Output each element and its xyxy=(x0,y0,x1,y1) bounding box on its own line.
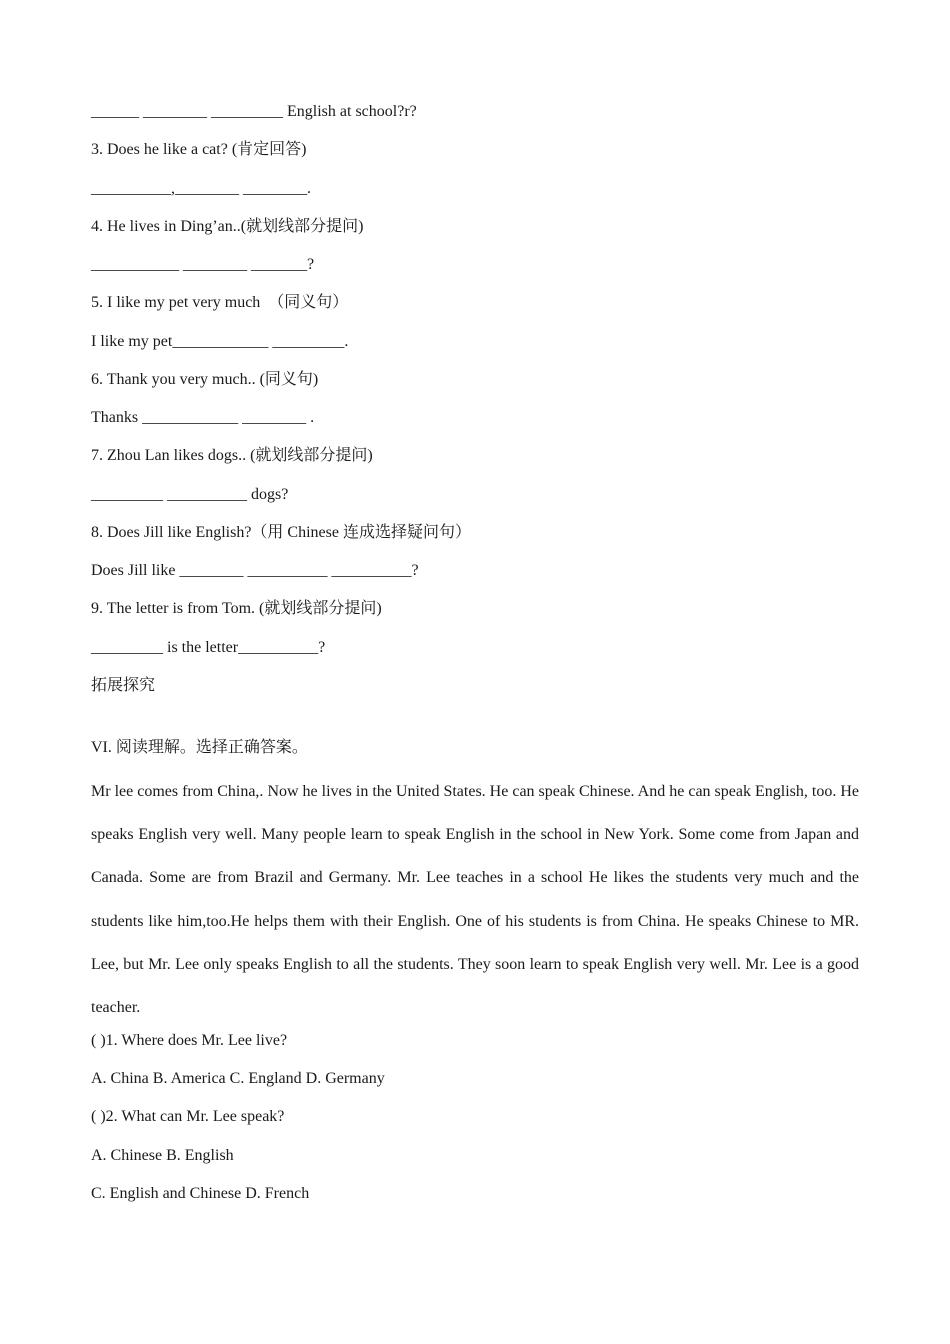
question-6: 6. Thank you very much.. (同义句) xyxy=(91,371,319,388)
reading-section-title: VI. 阅读理解。选择正确答案。 xyxy=(91,739,308,756)
question-8: 8. Does Jill like English?（用 Chinese 连成选择疑问句） xyxy=(91,524,471,541)
answer-line-5: I like my pet____________ _________. xyxy=(91,333,349,350)
question-4: 4. He lives in Ding’an..(就划线部分提问) xyxy=(91,218,364,235)
question-7: 7. Zhou Lan likes dogs.. (就划线部分提问) xyxy=(91,447,373,464)
reading-passage: Mr lee comes from China,. Now he lives in the United States. He can speak Chinese. And he can speak English, too. He speaks English very well. Many people learn to speak English in the school in New York. Some come from Japan and Canada. Some are from Brazil and Germany. Mr. Lee teaches in a school He likes the students very much and the students like him,too.He helps them with their English. One of his students is from China. He speaks Chinese to MR. Lee, but Mr. Lee only speaks English to all the students. They soon learn to speak English very well. Mr. Lee is a good teacher. xyxy=(91,783,859,1017)
question-5: 5. I like my pet very much （同义句） xyxy=(91,294,349,311)
reading-options-2a: A. Chinese B. English xyxy=(91,1147,234,1164)
answer-line-4: ___________ ________ _______? xyxy=(91,256,315,273)
reading-options-1: A. China B. America C. England D. Germany xyxy=(91,1070,385,1087)
reading-question-2: ( )2. What can Mr. Lee speak? xyxy=(91,1108,285,1125)
answer-line-8: Does Jill like ________ __________ __________? xyxy=(91,562,419,579)
answer-line-9: _________ is the letter__________? xyxy=(91,639,326,656)
section-extension-heading: 拓展探究 xyxy=(91,677,156,694)
answer-line-3: __________,________ ________. xyxy=(91,180,311,197)
question-9: 9. The letter is from Tom. (就划线部分提问) xyxy=(91,600,382,617)
answer-line-7: _________ __________ dogs? xyxy=(91,486,289,503)
reading-options-2b: C. English and Chinese D. French xyxy=(91,1185,310,1202)
question-3: 3. Does he like a cat? (肯定回答) xyxy=(91,141,307,158)
answer-line-6: Thanks ____________ ________ . xyxy=(91,409,315,426)
answer-line-2: ______ ________ _________ English at school?r? xyxy=(91,103,417,120)
reading-question-1: ( )1. Where does Mr. Lee live? xyxy=(91,1032,288,1049)
